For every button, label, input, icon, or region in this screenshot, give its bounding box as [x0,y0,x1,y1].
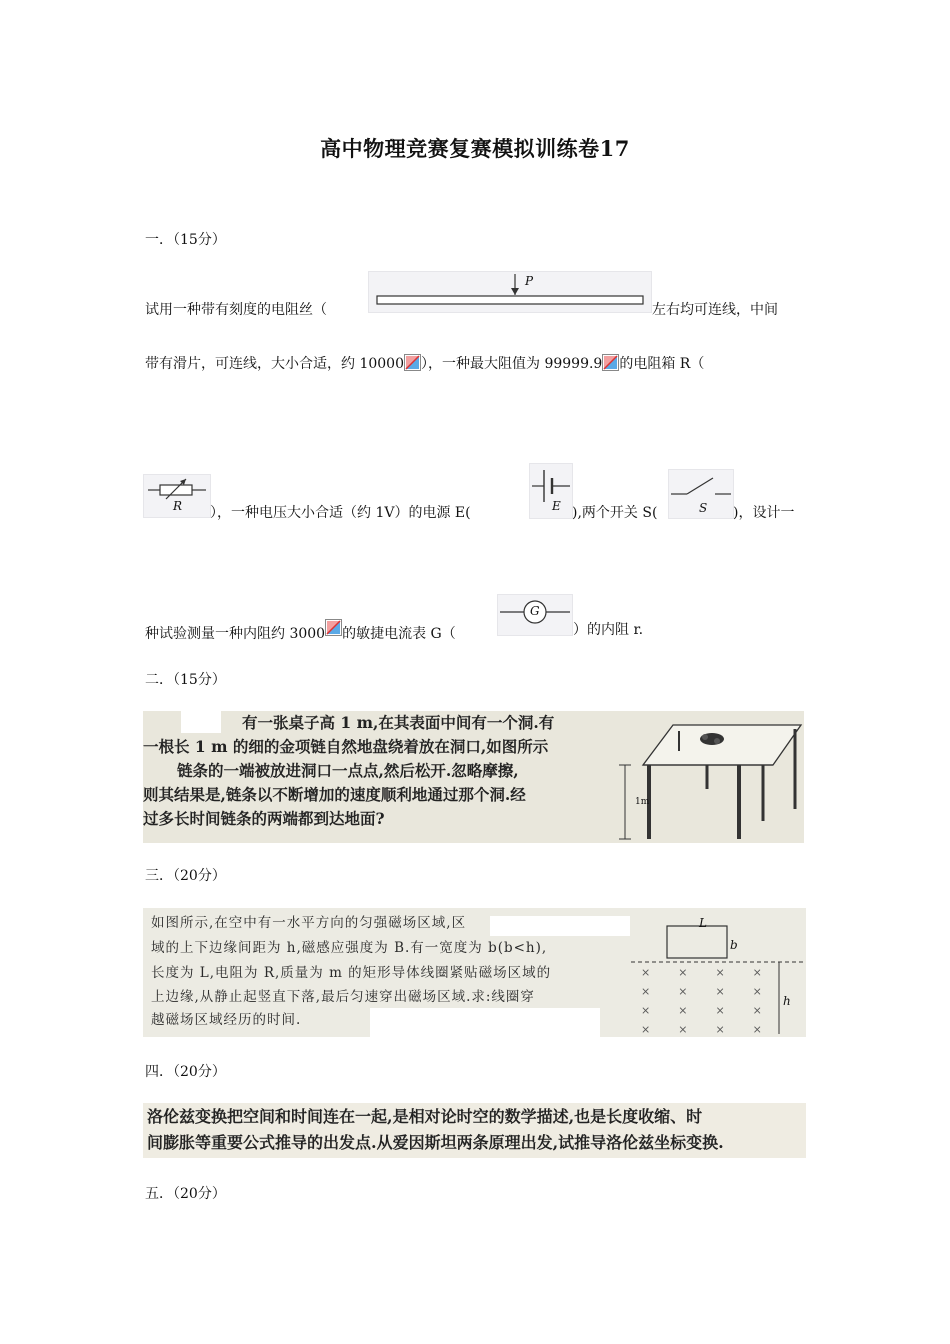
scan-blank [181,711,221,733]
field-mark: × [715,1004,753,1017]
q4-scanned-problem [143,1103,806,1158]
q3-scanned-problem [143,908,806,1037]
field-mark: × [752,985,790,998]
battery-label: E [552,499,561,513]
q2-text-line: 链条的一端被放进洞口一点点,然后松开.忽略摩擦, [177,761,519,780]
resistance-box-symbol [143,474,211,518]
q1-line-2a: 带有滑片，可连线，大小合适，约 10000 [145,356,404,372]
q3-text-line: 上边缘,从静止起竖直下落,最后匀速穿出磁场区域.求:线圈穿 [151,989,535,1005]
slider-label: P [525,274,534,288]
table-height-label: 1m [635,797,650,807]
field-mark: × [715,985,753,998]
section-4-heading: 四．（20分） [145,1064,226,1080]
section-2-heading: 二．（15分） [145,672,226,688]
field-mark: × [752,1004,790,1017]
q1-line-4b: 的敏捷电流表 G（ [342,626,456,642]
coil-width-label: b [730,938,738,952]
q1-line-4a: 种试验测量一种内阻约 3000 [145,626,326,642]
q2-scanned-problem [143,711,804,843]
field-mark: × [715,1023,753,1036]
q1-line-4 [145,619,456,643]
field-mark: × [641,966,679,979]
battery-icon [530,464,572,518]
field-mark: × [752,1023,790,1036]
q1-line-4c: ）的内阻 r. [573,622,644,638]
coil-length-label: L [699,916,707,930]
field-mark: × [678,1023,716,1036]
section-1-heading: 一．（15分） [145,232,226,248]
q3-text-line: 长度为 L,电阻为 R,质量为 m 的矩形导体线圈紧贴磁场区域的 [151,965,552,981]
q1-line-3a: ），一种电压大小合适（约 1V）的电源 E( [210,505,471,521]
field-mark: × [641,1004,679,1017]
field-height-label: h [783,994,791,1008]
page-title: 高中物理竞赛复赛模拟训练卷17 [320,136,630,161]
field-mark: × [752,966,790,979]
field-mark: × [678,1004,716,1017]
scan-blank [370,1008,600,1037]
field-mark: × [715,966,753,979]
q3-text-line: 如图所示,在空中有一水平方向的匀强磁场区域,区 [151,915,467,931]
switch-symbol [668,469,734,519]
galvanometer-symbol [497,594,573,636]
section-3-heading: 三．（20分） [145,868,226,884]
q1-line-1b: 左右均可连线，中间 [652,302,778,318]
field-mark: × [641,985,679,998]
q3-text-line: 越磁场区域经历的时间. [151,1012,302,1028]
resistance-box-label: R [173,499,183,513]
field-mark: × [678,966,716,979]
q1-line-2 [145,353,704,373]
q2-text-line: 则其结果是,链条以不断增加的速度顺利地通过那个洞.经 [143,785,526,804]
q4-text-line: 间膨胀等重要公式推导的出发点.从爱因斯坦两条原理出发,试推导洛伦兹坐标变换. [147,1133,724,1152]
q1-line-2c: 的电阻箱 R（ [619,356,705,372]
ohm-placeholder-icon [602,354,619,371]
resistance-wire-icon [369,272,651,312]
q1-line-3b: ),两个开关 S( [572,505,658,521]
field-marks [641,963,790,1037]
q4-text-line: 洛伦兹变换把空间和时间连在一起,是相对论时空的数学描述,也是长度收缩、时 [147,1107,703,1126]
field-mark: × [641,1023,679,1036]
q2-text-line: 一根长 1 m 的细的金项链自然地盘绕着放在洞口,如图所示 [143,737,549,756]
scan-blank [490,916,630,936]
ohm-placeholder-icon [404,354,421,371]
q2-text-line: 过多长时间链条的两端都到达地面? [143,809,385,828]
q2-text-line: 有一张桌子高 1 m,在其表面中间有一个洞.有 [242,713,555,732]
battery-symbol [529,463,573,519]
resistance-wire-symbol [368,271,652,313]
q3-text-line: 域的上下边缘间距为 h,磁感应强度为 B.有一宽度为 b(b<h), [151,940,548,956]
q1-line-1a: 试用一种带有刻度的电阻丝（ [145,302,327,318]
ohm-placeholder-icon [325,619,342,636]
field-mark: × [678,985,716,998]
section-5-heading: 五．（20分） [145,1186,226,1202]
galvanometer-label: G [530,604,540,618]
q1-line-2b: ），一种最大阻值为 99999.9 [421,356,603,372]
switch-label: S [699,501,708,515]
table-diagram [613,711,804,843]
q1-line-3c: )，设计一 [733,505,795,521]
